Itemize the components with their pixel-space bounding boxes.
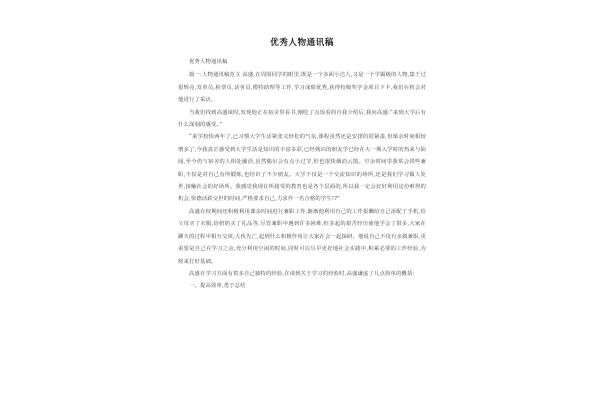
paragraph-1: 篇一:人物通讯稿范文 高盛,在周围同学的眼里,既是一个多面小达人,又是一个学霸级的人物,集于过很辉亮,发单员,检票员,话务员,模特助理等工作,学习成绩优秀,获得校级奖学金项目下卡,我们在机会对他进行了采访。 xyxy=(178,72,426,104)
paragraph-3: “来学校快两年了,已习惯大学生活紧张又轻松的气氛,课程虽然还是安排的很紧凑,但课余时间相较增多了,今我真正感受到大学生活是知识的丰富多彩,已经熟识的朋友学已经在大一期入学时的热来与陌闻,至今仍与宿舍的人相处融洽,虽然偶尔会有点小过节,但也很快烟消云散。空余时间里我常会找些兼职,不仅是对自己有所锻炼,也结识了不少朋友。大学不仅是一个交流知识的场所,还是我们学习做人处世,接触社会的好场所。我感觉我现在所接受的教育也是各个层面的,所以我一定会好好利用这份难得的机会,快德活跃交世的时间,严格要求自己,力求作一名合格的学生!?” xyxy=(178,134,426,203)
paragraph-5: 高盛在学习方面有着多自己独特的经验,在谈到关于学习的经验时,高盛谦虚了几点简单的概括: xyxy=(189,270,415,277)
document-body xyxy=(178,38,426,293)
section-heading: 一、提高效率,勇于总结 xyxy=(189,283,246,290)
document-subtitle: 优秀人物通讯稿 xyxy=(189,59,228,65)
paragraph-4: 高盛在校期间还积极利用课余时间进行兼职工作,渐渐他利用自己的工作报酬给自己添配了手机,给父母买了衣服,给奶奶买了礼品等,尽管兼职中遇到许多困难,但多起的艰苦经历使他学会了很多,大家在聊天的过程中相互交谈,大伙先亡,起到什么积极作用让大家在会一起探研。他说自己不仅有多做兼职,更重要是自己在学习之余,充分利用空闲的时间,同时可以尽早更好地社会实践中,积累必要的工作经验,为将来打好基础。 xyxy=(178,208,426,265)
document-title: 优秀人物通讯稿 xyxy=(270,38,334,48)
paragraph-2: 当我们找到高盛谈时,发现他正在宿舍里看书,刚吃了点饭看的自我介绍后,我问高盛:“来到大学后有什么深刻的感受。” xyxy=(178,109,426,129)
